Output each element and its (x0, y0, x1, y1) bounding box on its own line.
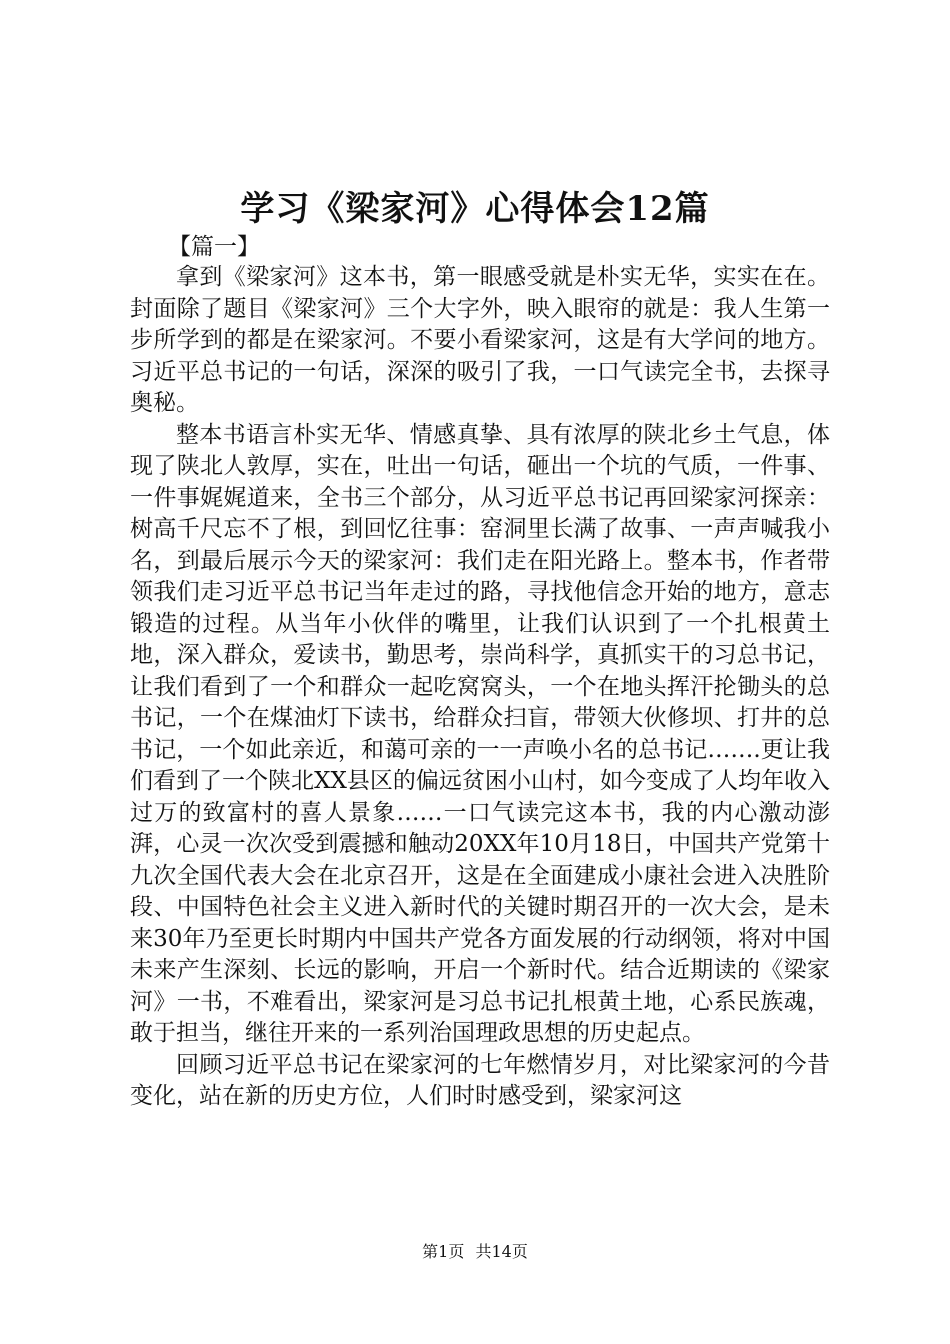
page-footer (0, 1240, 950, 1264)
document-body (130, 262, 830, 1113)
document-title: 学习《梁家河》心得体会12篇 (240, 189, 710, 229)
paragraph-3: 回顾习近平总书记在梁家河的七年燃情岁月，对比梁家河的今昔变化，站在新的历史方位，人们时时感受到，梁家河这 (130, 1051, 830, 1109)
page-number: 第1页 (422, 1242, 465, 1261)
paragraph-2: 整本书语言朴实无华、情感真挚、具有浓厚的陕北乡土气息，体现了陕北人敦厚，实在，吐出一句话，砸出一个坑的气质，一件事、一件事娓娓道来，全书三个部分，从习近平总书记再回梁家河探亲：树高千尺忘不了根，到回忆往事：窑洞里长满了故事、一声声喊我小名，到最后展示今天的梁家河：我们走在阳光路上。整本书，作者带领我们走习近平总书记当年走过的路，寻找他信念开始的地方，意志锻造的过程。从当年小伙伴的嘴里，让我们认识到了一个扎根黄土地，深入群众，爱读书，勤思考，崇尚科学，真抓实干的习总书记，让我们看到了一个和群众一起吃窝窝头，一个在地头挥汗抡锄头的总书记，一个在煤油灯下读书，给群众扫盲，带领大伙修坝、打井的总书记，一个如此亲近，和蔼可亲的一一声唤小名的总书记…….更让我们看到了一个陕北XX县区的偏远贫困小山村，如今变成了人均年收入过万的致富村的喜人景象……一口气读完这本书，我的内心激动澎湃，心灵一次次受到震撼和触动20XX年10月18日，中国共产党第十九次全国代表大会在北京召开，这是在全面建成小康社会进入决胜阶段、中国特色社会主义进入新时代的关键时期召开的一次大会，是未来30年乃至更长时期内中国共产党各方面发展的行动纲领，将对中国未来产生深刻、长远的影响，开启一个新时代。结合近期读的《梁家河》一书，不难看出，梁家河是习总书记扎根黄土地，心系民族魂，敢于担当，继往开来的一系列治国理政思想的历史起点。 (130, 421, 830, 1046)
paragraph-1: 拿到《梁家河》这本书，第一眼感受就是朴实无华，实实在在。封面除了题目《梁家河》三个大字外，映入眼帘的就是：我人生第一步所学到的都是在梁家河。不要小看梁家河，这是有大学问的地方。习近平总书记的一句话，深深的吸引了我，一口气读完全书，去探寻奥秘。 (130, 264, 830, 416)
page-total: 共14页 (475, 1242, 528, 1261)
section-label: 【篇一】 (168, 234, 260, 260)
